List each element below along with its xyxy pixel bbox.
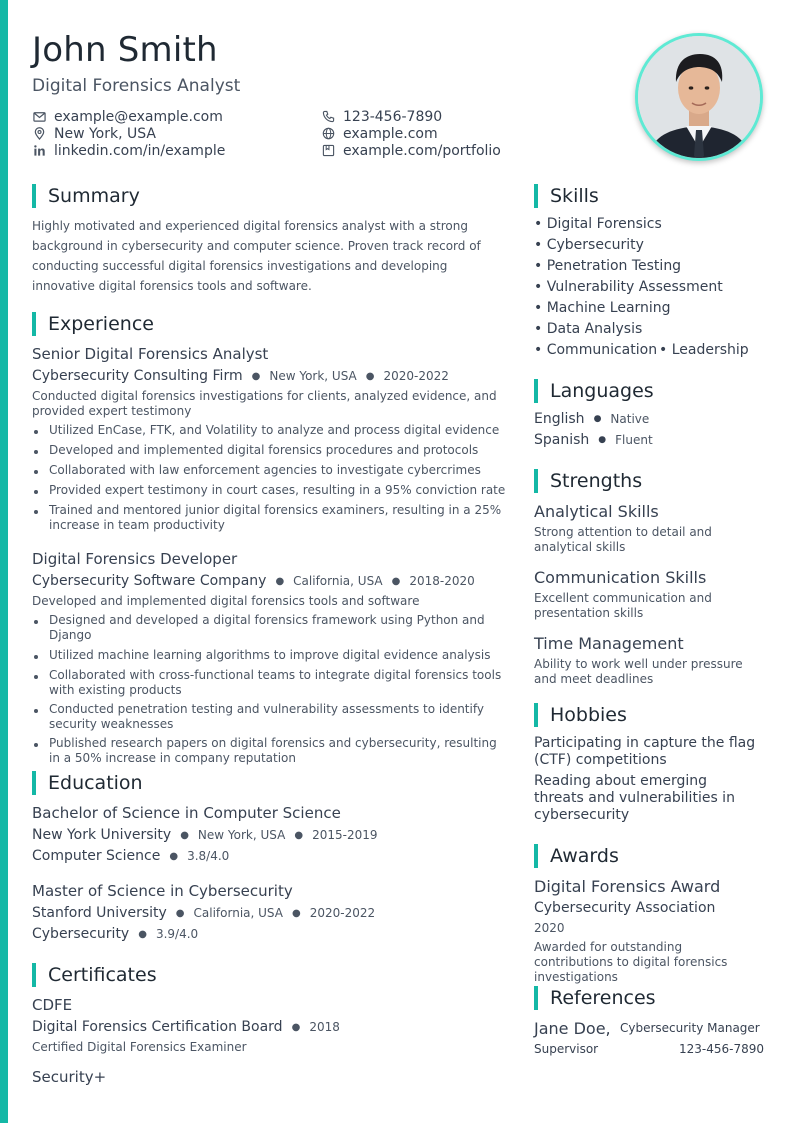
job-bullet: Provided expert testimony in court cases, resulting in a 95% conviction rate <box>32 483 507 498</box>
contact-linkedin-text: linkedin.com/in/example <box>54 142 226 159</box>
education-field: Cybersecurity ● 3.9/4.0 <box>32 926 199 942</box>
skill-item: • Penetration Testing <box>534 258 682 274</box>
job-bullet: Utilized machine learning algorithms to improve digital evidence analysis <box>32 648 510 663</box>
summary-heading <box>32 184 140 208</box>
reference-phone[interactable]: 123-456-7890 <box>679 1042 765 1056</box>
language-name: Spanish <box>534 432 590 448</box>
skill-label: Communication <box>546 342 658 358</box>
language-level: Fluent <box>615 433 653 447</box>
contact-linkedin[interactable] <box>32 142 225 159</box>
strength-title: Analytical Skills <box>534 502 659 521</box>
certificate-name: CDFE <box>32 996 73 1014</box>
contact-email[interactable] <box>32 108 223 125</box>
certificate-name: Security+ <box>32 1068 107 1086</box>
job-title: Digital Forensics Developer <box>32 550 238 568</box>
heading-accent <box>534 184 538 208</box>
certificate-description: Certified Digital Forensics Examiner <box>32 1040 247 1054</box>
skill-label: Data Analysis <box>546 321 643 337</box>
experience-heading-text: Experience <box>48 313 154 335</box>
education-meta: New York University ● New York, USA ● 2015-2019 <box>32 827 378 843</box>
skill-item: • Communication <box>534 342 658 358</box>
skill-label: Digital Forensics <box>546 216 662 232</box>
skill-item: • Leadership <box>659 342 749 358</box>
school-name: Stanford University <box>32 905 167 921</box>
accent-bar <box>0 0 8 1123</box>
reference-name: Jane Doe, <box>534 1019 611 1038</box>
references-heading <box>534 986 656 1010</box>
education-heading <box>32 771 143 795</box>
education-field: Computer Science ● 3.8/4.0 <box>32 848 230 864</box>
job-bullet: Utilized EnCase, FTK, and Volatility to analyze and process digital evidence <box>32 423 507 438</box>
candidate-title: Digital Forensics Analyst <box>32 76 241 96</box>
field-of-study: Computer Science <box>32 848 161 864</box>
references-heading-text: References <box>550 987 656 1009</box>
education-dates: 2015-2019 <box>312 828 378 842</box>
job-bullet: Developed and implemented digital forensics procedures and protocols <box>32 443 507 458</box>
job-bullet: Published research papers on digital forensics and cybersecurity, resulting in a 50% increase in company reputation <box>32 736 510 766</box>
certificates-heading-text: Certificates <box>48 964 157 986</box>
strength-title: Communication Skills <box>534 568 707 587</box>
contact-location-text: New York, USA <box>54 125 156 142</box>
skill-label: Penetration Testing <box>546 258 682 274</box>
skill-label: Cybersecurity <box>546 237 644 253</box>
heading-accent <box>32 312 36 336</box>
job-dates: 2020-2022 <box>383 369 449 383</box>
job-meta: Cybersecurity Software Company ● California, USA ● 2018-2020 <box>32 573 475 589</box>
field-of-study: Cybersecurity <box>32 926 130 942</box>
awards-heading-text: Awards <box>550 845 619 867</box>
skills-heading-text: Skills <box>550 185 599 207</box>
hobbies-heading <box>534 703 627 727</box>
job-bullet: Conducted penetration testing and vulnerability assessments to identify security weaknesses <box>32 702 510 732</box>
job-company: Cybersecurity Software Company <box>32 573 267 589</box>
heading-accent <box>534 986 538 1010</box>
summary-heading-text: Summary <box>48 185 140 207</box>
job-bullets <box>32 613 510 766</box>
certificate-issuer: Digital Forensics Certification Board <box>32 1019 283 1035</box>
degree-title: Master of Science in Cybersecurity <box>32 882 293 900</box>
experience-heading <box>32 312 154 336</box>
heading-accent <box>32 184 36 208</box>
heading-accent <box>534 844 538 868</box>
strength-description: Ability to work well under pressure and meet deadlines <box>534 657 743 686</box>
hobby-item: Participating in capture the flag (CTF) competitions <box>534 735 756 768</box>
hobbies-heading-text: Hobbies <box>550 704 627 726</box>
education-meta: Stanford University ● California, USA ● 2020-2022 <box>32 905 376 921</box>
contact-website[interactable] <box>321 125 438 142</box>
contact-phone-text: 123-456-7890 <box>343 108 443 125</box>
job-description: Developed and implemented digital forensics tools and software <box>32 594 420 608</box>
language-item: Spanish ● Fluent <box>534 432 653 448</box>
awards-heading <box>534 844 619 868</box>
heading-accent <box>534 703 538 727</box>
education-dates: 2020-2022 <box>309 906 376 920</box>
strengths-heading <box>534 469 642 493</box>
skill-label: Machine Learning <box>546 300 671 316</box>
job-dates: 2018-2020 <box>409 574 475 588</box>
heading-accent <box>534 469 538 493</box>
languages-heading <box>534 379 654 403</box>
job-company: Cybersecurity Consulting Firm <box>32 368 243 384</box>
degree-title: Bachelor of Science in Computer Science <box>32 804 341 822</box>
location-pin-icon <box>32 127 46 141</box>
skills-heading <box>534 184 599 208</box>
award-description: Awarded for outstanding contributions to digital forensics investigations <box>534 940 728 984</box>
contact-phone[interactable] <box>321 108 442 125</box>
award-issuer: Cybersecurity Association <box>534 900 716 916</box>
skill-label: Leadership <box>671 342 749 358</box>
gpa: 3.8/4.0 <box>187 849 230 863</box>
mail-icon <box>32 110 46 124</box>
reference-relation: Supervisor <box>534 1042 599 1056</box>
education-heading-text: Education <box>48 772 143 794</box>
strength-description: Excellent communication and presentation skills <box>534 591 712 620</box>
skill-label: Vulnerability Assessment <box>546 279 723 295</box>
skill-item: • Vulnerability Assessment <box>534 279 723 295</box>
hobby-item: Reading about emerging threats and vulnerabilities in cybersecurity <box>534 773 735 823</box>
candidate-name: John Smith <box>32 30 218 70</box>
heading-accent <box>32 771 36 795</box>
heading-accent <box>534 379 538 403</box>
job-location: New York, USA <box>269 369 357 383</box>
job-title: Senior Digital Forensics Analyst <box>32 345 269 363</box>
linkedin-icon <box>32 144 46 158</box>
profile-photo <box>635 33 763 161</box>
job-bullet: Trained and mentored junior digital forensics examiners, resulting in a 25% increase in team productivity <box>32 503 507 533</box>
job-bullet: Designed and developed a digital forensics framework using Python and Django <box>32 613 510 643</box>
reference-position: Cybersecurity Manager <box>620 1021 760 1035</box>
skill-item: • Data Analysis <box>534 321 643 337</box>
contact-email-text: example@example.com <box>54 108 223 125</box>
contact-portfolio-text: example.com/portfolio <box>343 142 501 159</box>
language-name: English <box>534 411 585 427</box>
award-title: Digital Forensics Award <box>534 877 721 896</box>
job-bullet: Collaborated with cross-functional teams to integrate digital forensics tools with existing products <box>32 668 510 698</box>
job-bullets <box>32 423 507 533</box>
heading-accent <box>32 963 36 987</box>
job-bullet: Collaborated with law enforcement agencies to investigate cybercrimes <box>32 463 507 478</box>
strength-description: Strong attention to detail and analytical skills <box>534 525 712 554</box>
language-level: Native <box>610 412 650 426</box>
summary-text: Highly motivated and experienced digital forensics analyst with a strong background in cybersecurity and computer science. Proven track record of conducting successful digital forensics investigations and developing innovative digital forensics tools and software. <box>32 219 481 293</box>
certificate-meta: Digital Forensics Certification Board ● 2018 <box>32 1019 340 1035</box>
phone-icon <box>321 110 335 124</box>
strength-title: Time Management <box>534 634 684 653</box>
skill-item: • Machine Learning <box>534 300 671 316</box>
school-name: New York University <box>32 827 172 843</box>
skill-item: • Cybersecurity <box>534 237 644 253</box>
gpa: 3.9/4.0 <box>155 927 199 941</box>
contact-portfolio[interactable] <box>321 142 501 159</box>
contact-website-text: example.com <box>343 125 438 142</box>
job-description: Conducted digital forensics investigations for clients, analyzed evidence, and provided expert testimony <box>32 389 497 418</box>
globe-icon <box>321 127 335 141</box>
language-item: English ● Native <box>534 411 650 427</box>
certificates-heading <box>32 963 157 987</box>
award-year: 2020 <box>534 921 565 935</box>
job-location: California, USA <box>293 574 383 588</box>
strengths-heading-text: Strengths <box>550 470 643 492</box>
contact-location <box>32 125 156 142</box>
school-location: California, USA <box>193 906 283 920</box>
school-location: New York, USA <box>197 828 286 842</box>
certificate-year: 2018 <box>309 1020 340 1034</box>
languages-heading-text: Languages <box>550 380 654 402</box>
portfolio-icon <box>321 144 335 158</box>
skill-item: • Digital Forensics <box>534 216 662 232</box>
job-meta: Cybersecurity Consulting Firm ● New York, USA ● 2020-2022 <box>32 368 449 384</box>
